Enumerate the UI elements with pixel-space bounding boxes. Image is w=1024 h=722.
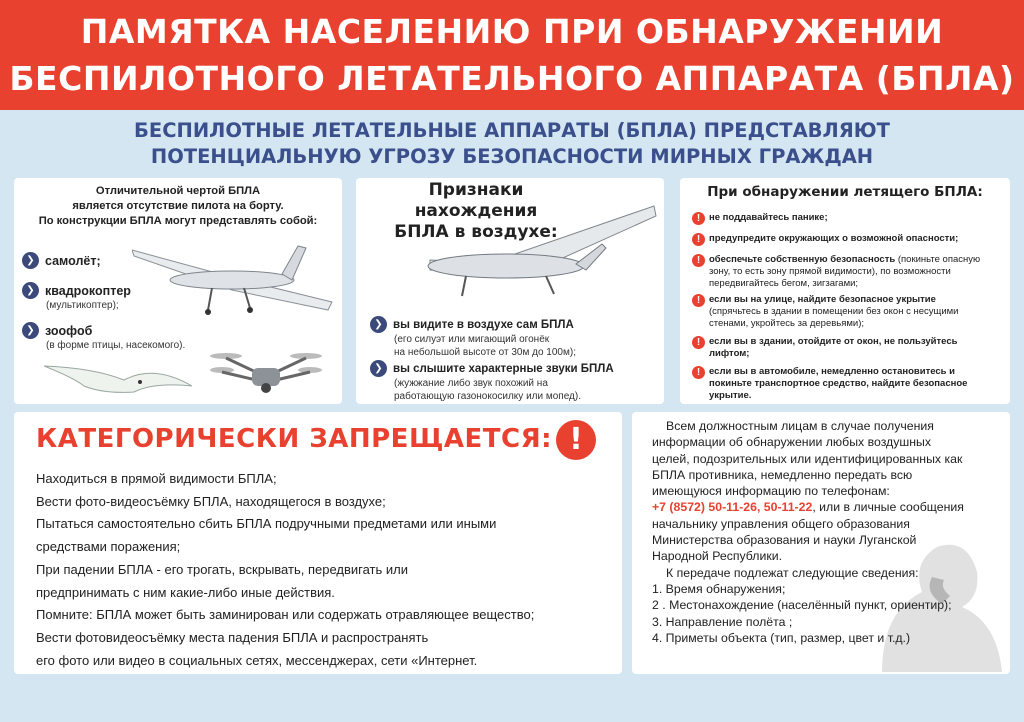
arrow-bullet-icon: ❯ (22, 322, 39, 339)
officials-line: начальнику управления общего образования (652, 516, 910, 531)
title-line-2: БЕСПИЛОТНОГО ЛЕТАТЕЛЬНОГО АППАРАТА (БПЛА) (9, 59, 1015, 98)
subheading-line-2: ПОТЕНЦИАЛЬНУЮ УГРОЗУ БЕЗОПАСНОСТИ МИРНЫХ ГРАЖДАН (150, 145, 874, 168)
sign-item-see: ❯ вы видите в воздухе сам БПЛА (его силуэт или мигающий огонёк на небольшой высоте от 30м до 100м); (370, 316, 660, 359)
forbidden-line: средствами поражения; (36, 539, 181, 555)
intro-line-3: По конструкции БПЛА могут представлять собой: (38, 215, 318, 227)
warning-icon: ! (692, 366, 705, 379)
actions-panel (680, 178, 1010, 404)
action-text: не поддавайтесь панике; (709, 212, 828, 223)
warning-icon: ! (692, 254, 705, 267)
officials-line: целей, подозрительных или идентифицированных как (652, 451, 963, 466)
bird-drone-image (44, 356, 194, 398)
action-item (692, 254, 992, 290)
signs-panel (356, 178, 664, 404)
action-item (692, 294, 992, 330)
officials-line: Народной Республики. (652, 549, 783, 564)
action-text: обеспечьте собственную безопасность (709, 254, 896, 265)
type-item-quadcopter: ❯ квадрокоптер (мультикоптер); (22, 282, 131, 312)
action-item (692, 233, 992, 246)
officials-line: К передаче подлежат следующие сведения: (666, 565, 919, 580)
action-text: если вы на улице, найдите безопасное укрытие (709, 294, 936, 305)
arrow-bullet-icon: ❯ (370, 360, 387, 377)
arrow-bullet-icon: ❯ (370, 316, 387, 333)
actions-title: При обнаружении летящего БПЛА: (707, 184, 983, 200)
officials-phone-line (652, 499, 997, 515)
officials-text (652, 418, 997, 646)
warning-icon: ! (692, 212, 705, 225)
type-item-zoofob: ❯ зоофоб (в форме птицы, насекомого). (22, 322, 185, 352)
action-text: если вы в здании, отойдите от окон, не пользуйтесь лифтом; (709, 336, 958, 359)
intro-line-2: является отсутствие пилота на борту. (72, 200, 284, 212)
report-item: 3. Направление полёта ; (652, 614, 793, 629)
officials-line: имеющуюся информацию по телефонам: (652, 484, 890, 499)
report-item: 2 . Местонахождение (населённый пункт, ориентир); (652, 598, 952, 613)
signs-title-line-2: БПЛА в воздухе: (394, 222, 558, 242)
title-banner (0, 0, 1024, 110)
action-item (692, 336, 992, 360)
forbidden-line: предпринимать с ним какие-либо иные действия. (36, 584, 335, 600)
forbidden-list (36, 468, 616, 672)
drone-plane-image (132, 240, 338, 320)
warning-icon: ! (692, 294, 705, 307)
forbidden-line: Находиться в прямой видимости БПЛА; (36, 471, 277, 486)
subheading (0, 118, 1024, 170)
type-item-plane: ❯ самолёт; (22, 252, 101, 269)
action-detail: (спрячьтесь в здании в помещении без окон с несущими стенами, укройтесь за деревьями); (709, 306, 959, 329)
drone-types-panel (14, 178, 342, 404)
sign-item-hear: ❯ вы слышите характерные звуки БПЛА (жужжание либо звук похожий на работающую газонокосилку или мопед). (370, 360, 660, 403)
action-text: предупредите окружающих о возможной опасности; (709, 233, 959, 244)
forbidden-line: Вести фото-видеосъёмку БПЛА, находящегося в воздухе; (36, 493, 386, 509)
action-item (692, 366, 992, 402)
action-detail: (покиньте опасную зону, то есть зону прямой видимости), по возможности передвигайтесь бегом, зигзагами; (709, 254, 981, 289)
arrow-bullet-icon: ❯ (22, 252, 39, 269)
officials-line: , или в личные сообщения (812, 500, 964, 515)
arrow-bullet-icon: ❯ (22, 282, 39, 299)
forbidden-line: его фото или видео в социальных сетях, мессенджерах, сети «Интернет. (36, 652, 478, 668)
warning-icon: ! (692, 336, 705, 349)
report-item: 1. Время обнаружения; (652, 581, 786, 596)
intro-line-1: Отличительной чертой БПЛА (95, 185, 261, 197)
subheading-line-1: БЕСПИЛОТНЫЕ ЛЕТАТЕЛЬНЫЕ АППАРАТЫ (БПЛА) ПРЕДСТАВЛЯЮТ (134, 119, 890, 142)
forbidden-title: КАТЕГОРИЧЕСКИ ЗАПРЕЩАЕТСЯ: (36, 424, 553, 454)
title-line-1: ПАМЯТКА НАСЕЛЕНИЮ ПРИ ОБНАРУЖЕНИИ (80, 12, 944, 51)
officials-line: БПЛА противника, немедленно передать всю (652, 467, 913, 482)
forbidden-line: Пытаться самостоятельно сбить БПЛА подручными предметами или иными (36, 516, 497, 532)
warning-icon: ! (692, 233, 705, 246)
forbidden-line: При падении БПЛА - его трогать, вскрывать, передвигать или (36, 561, 408, 577)
officials-panel (632, 412, 1010, 674)
report-item: 4. Приметы объекта (тип, размер, цвет и т.д.) (652, 630, 911, 645)
officials-line: Всем должностным лицам в случае получения (666, 419, 934, 433)
officials-line: информации об обнаружении любых воздушных (652, 435, 932, 450)
action-item (692, 212, 992, 225)
phone-numbers: +7 (8572) 50-11-26, 50-11-22 (652, 500, 813, 515)
warning-icon: ! (556, 420, 596, 460)
action-text: если вы в автомобиле, немедленно остановитесь и покиньте транспортное средство, найдите безопасное укрытие. (709, 366, 968, 401)
officials-line: Министерства образования и науки Луганской (652, 533, 917, 548)
quadcopter-image (210, 348, 322, 396)
drone-plane-image (426, 204, 658, 304)
signs-title-line-1: Признаки нахождения (414, 180, 538, 221)
drone-types-intro (14, 184, 342, 229)
forbidden-line: Помните: БПЛА может быть заминирован или содержать отравляющее вещество; (36, 607, 535, 623)
forbidden-line: Вести фотовидеосъёмку места падения БПЛА и распространять (36, 629, 429, 645)
forbidden-panel (14, 412, 622, 674)
report-list (652, 581, 997, 646)
